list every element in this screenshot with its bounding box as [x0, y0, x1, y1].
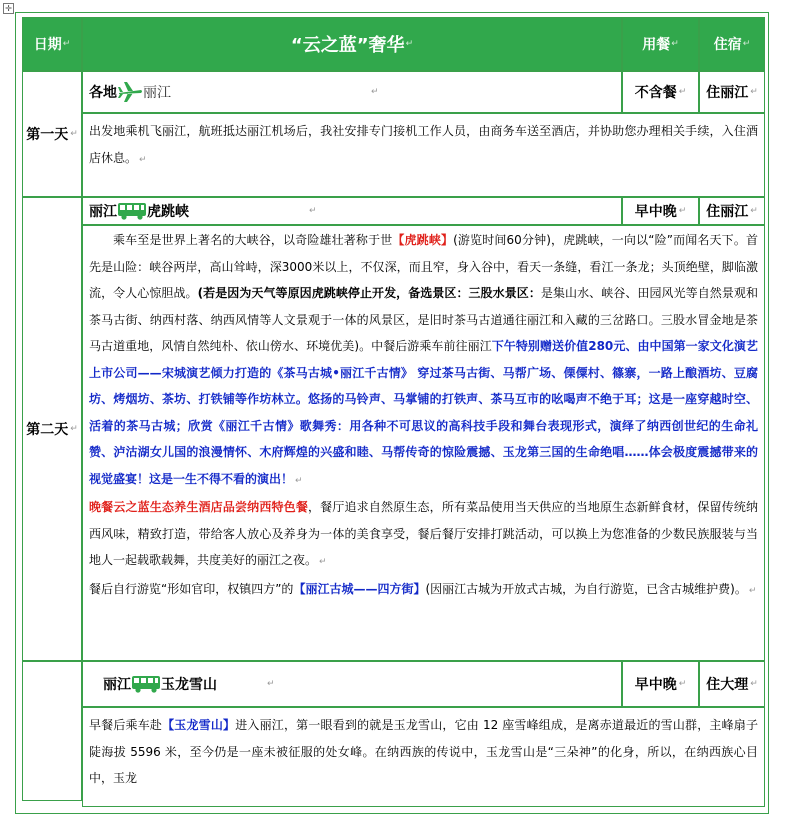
day2-route-from: 丽江: [89, 204, 117, 220]
day3-label: [22, 661, 82, 801]
header-meals-text: 用餐: [642, 37, 671, 53]
day1-desc-text: 出发地乘机飞丽江，航班抵达丽江机场后，我社安排专门接机工作人员，由商务车送至酒店，并协助您办理相关手续，入住酒店休息。: [89, 124, 758, 165]
day2-paragraph-1: [89, 227, 758, 494]
day3-description: [82, 707, 765, 807]
paragraph-mark-icon: ↵: [267, 679, 275, 689]
header-stay-text: 住宿: [713, 37, 742, 53]
day3-route-to: 玉龙雪山: [161, 677, 217, 693]
day1-route-from: 各地: [89, 85, 117, 101]
day2-p2-red: 晚餐云之蓝生态养生酒店品尝纳西特色餐: [89, 500, 308, 514]
paragraph-mark-icon: ↵: [750, 206, 758, 216]
day3-stay: [699, 661, 765, 707]
paragraph-mark-icon: ↵: [748, 585, 757, 596]
paragraph-mark-icon: ↵: [678, 206, 687, 216]
day3-p1-highlight: 【玉龙雪山】: [162, 718, 236, 732]
paragraph-mark-icon: ↵: [62, 39, 71, 49]
day2-p3-text-b: (因丽江古城为开放式古城，为自行游览，已含古城维护费)。: [425, 581, 747, 596]
day2-label-text: 第二天: [26, 422, 69, 438]
day2-p2-text: ，餐厅追求自然原生态，所有菜品使用当天供应的当地原生态新鲜食材，保留传统纳西风味，精致打造，带给客人放心及养身为一体的美食享受，餐后餐厅安排打跳活动，可以换上为您准备的少数民族服装与当地人一起载歌载舞，共度美好的丽江之夜。: [89, 500, 758, 567]
paragraph-mark-icon: ↵: [671, 39, 679, 49]
day1-stay: [699, 71, 765, 113]
day3-route: [82, 661, 622, 707]
day3-meals-text: 早中晚: [634, 677, 677, 693]
day2-paragraph-3: [89, 576, 758, 605]
day2-p1-blue: 下午特别赠送价值280元、由中国第一家文化演艺上市公司——宋城演艺倾力打造的《茶马古城•丽江千古情》 穿过茶马古街、马帮广场、傈僳村、篠寨，一路上酿酒坊、豆腐坊、烤烟坊、茶坊、打铁铺等作坊林立。悠扬的马铃声、马掌铺的打铁声、茶马互市的吆喝声不绝于耳；这是一座穿越时空、活着的茶马古城；欣赏《丽江千古情》歌舞秀：用各种不可思议的高科技手段和舞台表现形式，演绎了纳西创世纪的生命礼赞、泸沽湖女儿国的浪漫情怀、木府辉煌的兴盛和睦、马帮传奇的惊险震撼、玉龙第三国的生命绝唱……体会极度震撼带来的视觉盛宴！这是一生不得不看的演出！: [89, 339, 758, 486]
day3-route-from: 丽江: [103, 677, 131, 693]
day1-description: [82, 113, 765, 197]
day1-route: [82, 71, 622, 113]
paragraph-mark-icon: ↵: [405, 39, 414, 49]
paragraph-mark-icon: ↵: [309, 206, 317, 216]
day2-p1-text-a: 乘车至是世界上著名的大峡谷，以奇险雄壮著称于世: [113, 233, 393, 247]
airplane-icon: [117, 81, 143, 103]
paragraph-mark-icon: ↵: [750, 679, 758, 689]
day1-label-text: 第一天: [26, 127, 69, 143]
day1-route-to: 丽江: [143, 85, 171, 101]
header-date: [22, 17, 82, 71]
day2-stay: [699, 197, 765, 225]
day2-p3-highlight: 【丽江古城——四方街】: [293, 581, 426, 596]
day3-p1-text-b: 进入丽江，第一眼看到的就是玉龙雪山，它由 12 座雪峰组成，是离赤道最近的雪山群，主峰扇子陡海拔 5596 米，至今仍是一座未被征服的处女峰。在纳西族的传说中，玉龙雪山是“三朵神”的化身，所以，在纳西族心目中，玉龙: [89, 718, 758, 785]
paragraph-mark-icon: ↵: [750, 87, 758, 97]
day2-route: [82, 197, 622, 225]
day2-p1-text-b: (游览时间60分钟)，虎跳峡，一向以“险”而闻名天下。首先是山险：峡谷两岸，高山耸峙，深3000米以上，不仅深，而且窄，身入谷中，看天一条缝，看江一条龙；头顶绝壁，脚临激流，令人心惊胆战。: [89, 233, 758, 300]
day1-stay-text: 住丽江: [706, 85, 749, 101]
paragraph-mark-icon: ↵: [742, 39, 751, 49]
header-title-text: “云之蓝”奢华: [290, 35, 405, 56]
paragraph-mark-icon: ↵: [70, 424, 78, 434]
header-meals: [622, 17, 699, 71]
day2-route-to: 虎跳峡: [147, 204, 189, 220]
paragraph-mark-icon: ↵: [371, 87, 379, 97]
day2-stay-text: 住丽江: [706, 204, 749, 220]
day2-paragraph-2: [89, 494, 758, 576]
day2-p1-highlight: 【虎跳峡】: [392, 233, 454, 247]
day2-meals: [622, 197, 699, 225]
day2-label: [22, 197, 82, 661]
bus-icon: [131, 674, 161, 694]
paragraph-mark-icon: ↵: [678, 87, 687, 97]
paragraph-mark-icon: ↵: [678, 679, 687, 689]
paragraph-mark-icon: ↵: [70, 129, 78, 139]
header-date-text: 日期: [33, 37, 62, 53]
day1-meals: [622, 71, 699, 113]
paragraph-mark-icon: ↵: [319, 557, 327, 567]
header-title: [82, 17, 622, 71]
table-move-handle-icon[interactable]: ✛: [3, 3, 14, 14]
paragraph-mark-icon: ↵: [295, 475, 303, 486]
day1-label: [22, 71, 82, 197]
day2-description: [82, 225, 765, 661]
day3-meals: [622, 661, 699, 707]
day3-p1-text-a: 早餐后乘车赴: [89, 718, 163, 732]
header-stay: [699, 17, 765, 71]
bus-icon: [117, 201, 147, 221]
day2-meals-text: 早中晚: [634, 204, 677, 220]
paragraph-mark-icon: ↵: [139, 154, 147, 165]
day1-meals-text: 不含餐: [634, 85, 677, 101]
day2-p3-text-a: 餐后自行游览“形如官印，权镇四方”的: [89, 581, 294, 596]
day3-stay-text: 住大理: [706, 677, 749, 693]
day2-p1-text-c: 是集山水、峡谷、田园风光等自然景观和茶马古街、纳西村落、纳西风情等人文景观于一体的风景区，是旧时茶马古道通往丽江和入藏的三岔路口。三股水冒金地是茶马古道重地，风情自然纯朴、依山傍水、环境优美)。中餐后游乘车前往丽江: [89, 286, 758, 353]
day2-p1-bold: (若是因为天气等原因虎跳峡停止开发，备选景区：三股水景区：: [197, 286, 541, 300]
